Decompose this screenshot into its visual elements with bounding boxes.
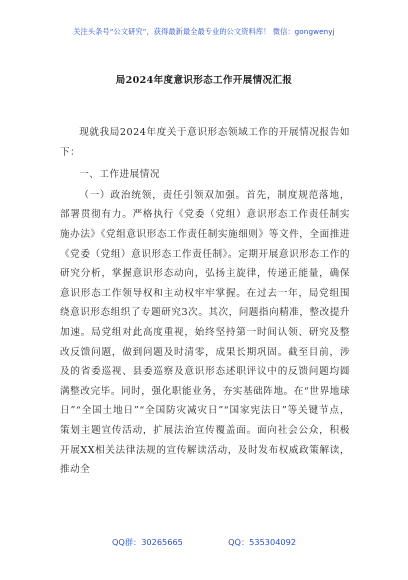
document-body	[60, 123, 350, 480]
intro-paragraph: 现就我局2024年度关于意识形态领域工作的开展情况报告如下：	[60, 127, 350, 158]
qq-group-number: QQ群：30265665	[111, 537, 183, 547]
section-heading: 一、工作进展情况	[79, 169, 160, 181]
qq-number: QQ：535304092	[228, 537, 297, 547]
document-title: 局2024年度意识形态工作开展情况汇报	[115, 75, 293, 86]
header-banner: 关注头条号“公文研究”，获得最新最全最专业的公文资料库！ 微信：gongwenyj	[73, 27, 335, 36]
body-paragraph: （一）政治统领，责任引领双加强。首先，制度规范落地，部署贯彻有力。严格执行《党委（党组）意识形态工作责任制实施办法》《党组意识形态工作责任制实施细则》等文件，全面推进《党委（党组）意识形态工作责任制》。定期开展意识形态工作的研究分析，掌握意识形态动向，弘扬主旋律，传递正能量，确保意识形态工作领导权和主动权牢牢掌握。在过去一年，局党组围绕意识形态组织了专题研究3次。其次，问题指向精准，整改提升加速。局党组对此高度重视，始终坚持第一时间认领、研究及整改反馈问题，做到问题及时清零，成果长期巩固。截至目前，涉及的省委巡视、县委巡察及意识形态述职评议中的反馈问题均圆满整改完毕。同时，强化职能业务，夯实基础阵地。在“世界地球日”“全国土地日”“全国防灾减灾日”“国家宪法日”等关键节点，策划主题宣传活动，扩展法治宣传覆盖面。面向社会公众，积极开展XX相关法律法规的宣传解读活动，及时发布权威政策解读，推动全	[60, 189, 350, 476]
footer-contact	[0, 537, 408, 548]
